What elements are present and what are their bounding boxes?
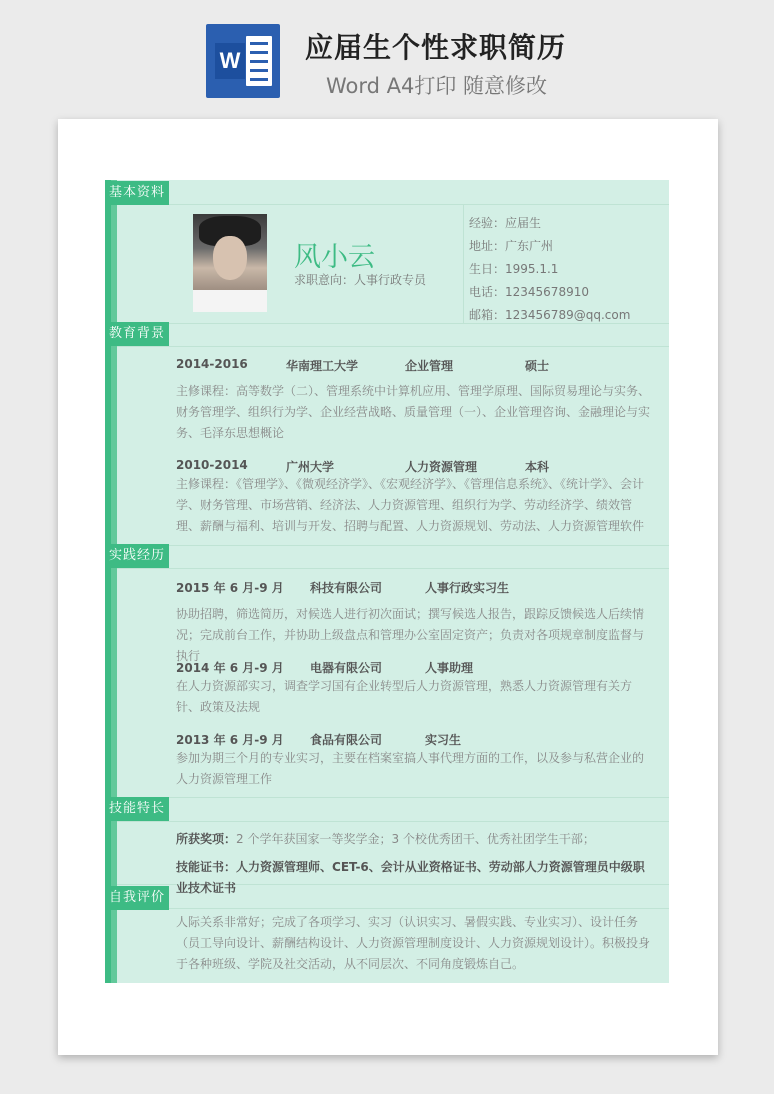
practice-role: 人事助理 xyxy=(425,661,474,675)
edu-degree: 硕士 xyxy=(525,359,550,373)
practice-desc: 参加为期三个月的专业实习，主要在档案室搞人事代理方面的工作，以及参与私营企业的人力资源管理工作 xyxy=(176,751,645,786)
section-skills: 技能特长 xyxy=(105,797,169,821)
edu-major: 人力资源管理 xyxy=(405,460,478,474)
edu-school: 广州大学 xyxy=(286,460,335,474)
header-banner xyxy=(0,0,774,118)
practice-company: 食品有限公司 xyxy=(310,733,383,747)
practice-desc: 协助招聘，筛选简历，对候选人进行初次面试；撰写候选人报告，跟踪反馈候选人后续情况；完成前台工作，并协助上级盘点和管理办公室固定资产；负责对各项规章制度监督与执行 xyxy=(176,607,645,663)
word-logo-icon xyxy=(206,24,280,98)
divider xyxy=(117,821,669,822)
info-experience: 经验：应届生 xyxy=(469,216,542,230)
edu-courses: 主修课程：高等数学（二）、管理系统中计算机应用、管理学原理、国际贸易理论与实务、财务管理学、组织行为学、企业经营战略、质量管理（一）、企业管理咨询、金融理论与实务、毛泽东思想概论 xyxy=(176,384,651,440)
info-phone: 电话：12345678910 xyxy=(469,285,589,299)
section-self-evaluation: 自我评价 xyxy=(105,886,169,910)
section-basic-info: 基本资料 xyxy=(105,181,169,205)
skills-certs xyxy=(176,857,654,899)
divider xyxy=(117,797,669,798)
skills-awards-label: 所获奖项： xyxy=(176,832,237,846)
edu-courses: 主修课程：《管理学》、《微观经济学》、《宏观经济学》、《管理信息系统》、《统计学》、会计学、财务管理、市场营销、经济法、人力资源管理、组织行为学、劳动经济学、绩效管理、薪酬与福利、培训与开发、招聘与配置、人力资源规划、劳动法、人力资源管理软件 xyxy=(176,477,645,533)
edu-degree: 本科 xyxy=(525,460,550,474)
word-logo-letter: W xyxy=(215,43,245,79)
practice-desc: 在人力资源部实习，调查学习国有企业转型后人力资源管理，熟悉人力资源管理有关方针、政策及法规 xyxy=(176,679,633,714)
self-evaluation-text: 人际关系非常好；完成了各项学习、实习（认识实习、暑假实践、专业实习）、设计任务（员工导向设计、薪酬结构设计、人力资源管理制度设计、人力资源规划设计）。积极投身于各种班级、学院及社交活动，从不同层次、不同角度锻炼自己。 xyxy=(176,915,651,971)
practice-role: 实习生 xyxy=(425,733,462,747)
banner-title: 应届生个性求职简历 xyxy=(305,31,567,64)
skills-certs-text: 人力资源管理师、CET-6、会计从业资格证书、劳动部人力资源管理员中级职业技术证书 xyxy=(176,860,645,895)
edu-major: 企业管理 xyxy=(405,359,454,373)
edu-period: 2010-2014 xyxy=(176,458,248,472)
practice-period: 2015 年 6 月-9 月 xyxy=(176,581,284,595)
info-email: 邮箱：123456789@qq.com xyxy=(469,308,631,322)
profile-photo xyxy=(193,214,267,312)
divider xyxy=(117,908,669,909)
divider xyxy=(117,545,669,546)
job-intent: 求职意向：人事行政专员 xyxy=(294,273,427,287)
practice-period: 2014 年 6 月-9 月 xyxy=(176,661,284,675)
edu-period: 2014-2016 xyxy=(176,357,248,371)
divider xyxy=(117,568,669,569)
banner-subtitle: Word A4打印 随意修改 xyxy=(326,74,548,98)
edu-school: 华南理工大学 xyxy=(286,359,359,373)
skills-awards-text: 2 个学年获国家一等奖学金；3 个校优秀团干、优秀社团学生干部； xyxy=(236,832,595,846)
practice-company: 电器有限公司 xyxy=(310,661,383,675)
skills-certs-label: 技能证书： xyxy=(176,860,237,874)
skills-awards xyxy=(176,829,654,850)
section-practice: 实践经历 xyxy=(105,544,169,568)
divider xyxy=(117,323,669,324)
section-rail-inner xyxy=(111,180,117,983)
section-education: 教育背景 xyxy=(105,322,169,346)
candidate-name: 风小云 xyxy=(294,242,375,273)
info-birthday: 生日：1995.1.1 xyxy=(469,262,559,276)
info-divider xyxy=(463,205,464,323)
info-address: 地址：广东广州 xyxy=(469,239,554,253)
practice-period: 2013 年 6 月-9 月 xyxy=(176,733,284,747)
practice-company: 科技有限公司 xyxy=(310,581,383,595)
divider xyxy=(117,204,669,205)
practice-role: 人事行政实习生 xyxy=(425,581,510,595)
divider xyxy=(117,346,669,347)
